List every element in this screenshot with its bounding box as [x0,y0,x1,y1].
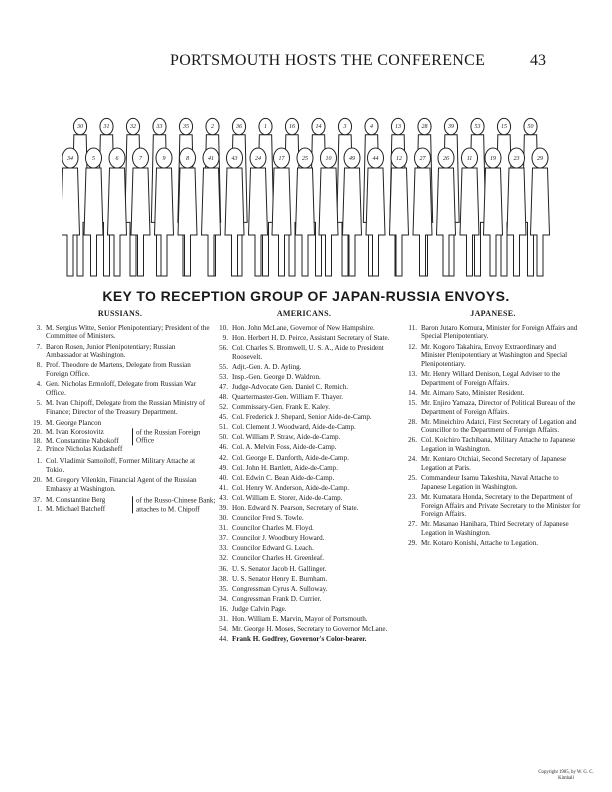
entry-text: Councilor Fred S. Towle. [232,514,304,523]
entry-text: M. George Plancon [46,419,102,428]
figure-number: 33 [156,124,163,131]
key-entry [30,476,210,493]
key-entry [216,403,392,412]
entry-text: Insp.-Gen. George D. Waldron. [232,372,321,381]
figure-body [84,168,103,276]
entry-text: Col. A. Melvin Foss, Aide-de-Camp. [232,443,337,452]
figure-body [272,168,291,276]
entry-text: M. Gregory Vilenkin, Financial Agent of the Russian Embassy at Washington. [46,475,197,493]
entry-text: Col. William P. Straw, Aide-de-Camp. [232,433,341,442]
figure-number: 36 [236,124,242,131]
figure-number: 8 [186,156,189,162]
entry-number: 50. [219,433,228,442]
figure-body [507,168,526,276]
entry-number: 55. [219,362,228,371]
entry-text: Frank H. Godfrey, Governor's Color-bearer. [232,635,367,644]
entry-number: 41. [219,483,228,492]
figure-number: 7 [139,156,142,162]
figure-number: 49 [349,156,355,162]
key-entry [30,343,210,360]
entry-text: Prof. Theodore de Martens, Delegate from Russian Foreign Office. [46,361,191,378]
entry-text: Congressman Cyrus A. Sulloway. [232,584,328,593]
figure-number: 53 [474,124,481,131]
entry-text: Councilor Charles M. Floyd. [232,524,314,533]
figure-number: 15 [501,124,507,131]
entry-number: 51. [219,423,228,432]
figure-body [296,168,315,276]
entry-text: Col. William E. Storer, Aide-de-Camp. [232,493,343,502]
page-number: 43 [530,52,546,69]
figure-number: 19 [490,156,496,162]
key-entry [405,493,581,519]
figure-number: 25 [302,156,308,162]
figure-number: 4 [370,124,373,131]
entry-text: Prince Nicholas Kudasheff [46,445,123,454]
entry-number: 8. [36,361,42,370]
entry-number: 1. [36,457,42,466]
key-entry [405,399,581,416]
figure-number: 34 [67,156,73,162]
page-header [0,52,612,72]
key-entry [216,595,392,604]
entry-text: Col. George E. Danforth, Aide-de-Camp. [232,453,349,462]
entry-number: 40. [219,473,228,482]
entry-text: Mr. Kumatara Honda, Secretary to the Department of Foreign Affairs and Private Secretary to the Minister for Foreign Affairs. [421,492,581,519]
figure-number: 12 [396,156,402,162]
figure-number: 28 [421,124,428,131]
key-entry [216,423,392,432]
entry-text: M. Sergius Witte, Senior Plenipotentiary; President of the Committee of Ministers. [46,323,210,341]
key-entry [30,457,210,474]
key-entry [405,324,581,341]
figure-number: 10 [325,156,332,162]
entry-number: 7. [36,342,42,351]
key-entry [405,455,581,472]
entry-number: 37. [219,534,228,543]
key-entry [30,496,138,505]
key-entry [30,399,210,416]
entry-number: 56. [219,343,228,352]
key-entry [216,464,392,473]
figure-number: 5 [92,156,95,162]
figure-number: 35 [183,124,189,131]
entry-number: 47. [219,382,228,391]
key-entry [216,373,392,382]
entry-text: Col. Charles S. Bromwell, U. S. A., Aide to President Roosevelt. [232,343,384,361]
japanese-heading: JAPANESE. [470,309,516,318]
copyright-notice: Copyright 1905, by W. G. C. Kimball [538,770,594,781]
entry-number: 39. [219,504,228,512]
figure-number: 6 [115,156,119,162]
figure-number: 27 [419,156,426,162]
entry-text: Col. Edwin C. Bean Aide-de-Camp. [232,473,335,482]
entry-number: 31. [219,615,228,624]
key-entry [30,419,138,428]
entry-text: Mr. Henry Willard Denison, Legal Adviser to the Department of Foreign Affairs. [421,370,561,387]
entry-text: U. S. Senator Henry E. Burnham. [232,574,328,583]
entry-number: 1. [36,505,42,514]
entry-number: 54. [219,625,228,634]
key-entry [30,324,210,341]
entry-number: 18. [33,436,42,445]
entry-number: 23. [408,492,417,501]
figure-number: 3 [343,124,347,131]
entry-number: 43. [219,493,228,502]
entry-number: 48. [219,392,228,401]
entry-text: Hon. William E. Marvin, Mayor of Portsmouth. [232,615,368,624]
figure-number: 17 [278,156,285,162]
entry-number: 35. [219,584,228,593]
entry-number: 14. [408,388,417,397]
entry-text: Col. Henry W. Anderson, Aide-de-Camp. [232,483,350,492]
key-entry [216,625,392,634]
key-entry [216,565,392,574]
entry-number: 49. [219,463,228,472]
figure-number: 29 [537,156,543,162]
key-entry [30,380,210,397]
entry-number: 45. [219,413,228,422]
entry-number: 13. [408,370,417,378]
figure-number: 50 [527,124,534,131]
figure-number: 16 [289,124,295,131]
entry-text: M. Ivan Chipoff, Delegate from the Russian Ministry of Finance; Director of the Treasury Department. [46,398,206,416]
key-entry [216,524,392,533]
entry-number: 52. [219,403,228,412]
entry-number: 33. [219,544,228,553]
key-entry [216,393,392,402]
key-entry [216,534,392,543]
entry-number: 25. [408,474,417,483]
entry-number: 28. [408,417,417,426]
figure-body [484,168,503,276]
key-entry [405,343,581,369]
key-entry [216,585,392,594]
entry-number: 30. [219,514,228,523]
key-entry [216,635,392,644]
entry-number: 37. [33,496,42,505]
entry-number: 26. [408,436,417,445]
key-entry [216,494,392,503]
entry-number: 20. [33,428,42,436]
entry-text: Quartermaster-Gen. William F. Thayer. [232,392,344,401]
figure-number: 9 [162,156,166,162]
entry-text: Judge Calvin Page. [232,604,287,613]
key-entry [216,605,392,614]
entry-text: Councilor Charles H. Greenleaf. [232,554,324,563]
entry-number: 5. [36,398,42,407]
entry-number: 20. [33,475,42,484]
russians-column [30,309,216,517]
key-entry [405,418,581,435]
key-entry [405,474,581,491]
key-entry [30,361,210,378]
key-entry [405,539,581,548]
americans-column [216,310,392,645]
entry-number: 29. [408,539,417,548]
entry-text: Adjt.-Gen. A. D. Ayling. [232,362,302,371]
key-entry [30,505,138,514]
figure-body [202,168,221,276]
entry-text: Hon. John McLane, Governor of New Hampshire. [232,323,375,332]
entry-number: 42. [219,453,228,462]
key-entry [216,575,392,584]
key-entry [216,383,392,392]
key-entry [405,520,581,537]
entry-text: Judge-Advocate Gen. Daniel C. Remich. [232,382,349,391]
entry-number: 12. [408,342,417,351]
entry-number: 24. [408,455,417,464]
figure-number: 24 [255,156,261,162]
entry-text: Col. Clement J. Woodward, Aide-de-Camp. [232,423,356,432]
key-entry [405,389,581,398]
key-entry [216,544,392,553]
foreign-office-group [30,419,210,454]
entry-text: Baron Rosen, Junior Plenipotentiary; Russian Ambassador at Washington. [46,342,176,360]
entry-number: 46. [219,443,228,452]
figure-number: 32 [130,124,136,131]
key-entry [216,615,392,624]
japanese-column [405,310,581,549]
entry-number: 11. [408,323,417,332]
entry-text: Col. Vladimir Samoiloff, Former Military Attache at Tokio. [46,457,196,474]
entry-text: Gen. Nicholas Ermoloff, Delegate from Russian War Office. [46,380,197,397]
entry-text: Councilor Edward G. Leach. [232,544,314,553]
figure-number: 2 [211,124,214,131]
figure-number: 26 [443,156,449,162]
entry-text: Mr. Enjiro Yamaza, Director of Political Bureau of the Department of Foreign Affairs. [421,398,576,416]
entry-text: Congressman Frank D. Currier. [232,594,322,603]
entry-text: Col. Koichiro Tachibana, Military Attache to Japanese Legation in Washington. [421,436,576,454]
entry-text: Baron Jutaro Komura, Minister for Foreign Affairs and Special Plenipotentiary. [421,323,578,341]
entry-text: Hon. Herbert H. D. Peirce, Assistant Secretary of State. [232,333,390,342]
key-entry [216,504,392,513]
entry-text: Mr. Aimaro Sato, Minister Resident. [421,388,525,397]
bracket-note: of the Russo-Chinese Bank; attaches to M. Chipoff [132,496,218,513]
entry-number: 34. [219,594,228,603]
key-entry [216,363,392,372]
entry-number: 44. [219,635,228,644]
key-entry [405,436,581,453]
entry-number: 19. [33,419,42,428]
entry-text: Mr. George H. Moses, Secretary to Governor McLane. [232,625,388,634]
entry-text: Mr. Kotaro Konishi, Attache to Legation. [421,539,539,548]
entry-number: 27. [408,520,417,529]
reception-group-sketch [62,92,562,282]
figure-number: 43 [231,156,238,162]
key-entry [216,413,392,422]
key-entry [216,443,392,452]
key-entry [216,324,392,333]
entry-text: Commandeur Isamu Takeshita, Naval Attache to Japanese Legation in Washington. [421,474,559,491]
entry-number: 15. [408,398,417,407]
entry-text: Councilor J. Woodbury Howard. [232,534,325,543]
figure-number: 1 [264,124,267,131]
entry-text: Commissary-Gen. Frank E. Kaley. [232,403,331,412]
key-title: KEY TO RECEPTION GROUP OF JAPAN-RUSSIA ENVOYS. [102,288,510,304]
russians-heading: RUSSIANS. [97,309,143,318]
figure-number: 11 [466,156,473,162]
running-title: PORTSMOUTH HOSTS THE CONFERENCE [170,52,486,69]
key-entry [216,554,392,563]
key-entry [30,428,138,437]
entry-number: 9. [222,333,228,342]
bracket-note: of the Russian Foreign Office [132,428,218,445]
figure-number: 31 [103,124,110,131]
entry-number: 31. [219,524,228,533]
figure-number: 39 [448,124,454,131]
key-entry [216,334,392,343]
figure-number: 44 [372,156,379,162]
key-entry [30,437,138,446]
entry-number: 3. [36,323,42,332]
entry-number: 36. [219,564,228,573]
entry-text: M. Constantine Berg [46,496,106,505]
russo-chinese-bank-group [30,496,216,514]
entry-number: 10. [219,323,228,332]
entry-text: M. Michael Batcheff [46,505,106,514]
key-entry [216,484,392,493]
entry-text: U. S. Senator Jacob H. Gallinger. [232,564,327,573]
entry-number: 53. [219,372,228,381]
figure-body [413,168,432,276]
entry-text: M. Constantine Nabokoff [46,436,119,445]
figure-number: 30 [77,124,83,131]
figure-body [178,168,197,276]
key-entry [216,433,392,442]
key-entry [216,514,392,523]
entry-number: 38. [219,574,228,583]
key-entry [216,474,392,483]
entry-text: Mr. Mineichiro Adatci, First Secretary of Legation and Councillor to the Department of Foreign Affairs. [421,417,577,435]
figure-number: 13 [395,124,401,131]
figure-body [108,168,127,276]
entry-number: 4. [36,380,42,389]
entry-text: Col. John H. Bartlett, Aide-de-Camp. [232,463,338,472]
entry-number: 32. [219,554,228,563]
entry-text: Mr. Kogoro Takahira, Envoy Extraordinary and Minister Plenipotentiary at Washington and Special Plenipotentiary. [421,342,568,368]
key-entry [216,454,392,463]
key-entry [405,370,581,387]
entry-text: Col. Frederick J. Shepard, Senior Aide-de-Camp. [232,413,372,422]
entry-number: 16. [219,604,228,613]
figure-number: 23 [513,156,520,162]
key-entry [30,445,138,454]
entry-text: Mr. Kentaro Otchiai, Second Secretary of Japanese Legation at Paris. [421,455,566,472]
entry-number: 2. [36,445,42,454]
americans-heading: AMERICANS. [276,309,332,318]
key-entry [216,344,392,361]
entry-text: Mr. Masanao Hanihara, Third Secretary of Japanese Legation in Washington. [421,520,569,538]
figure-number: 41 [208,156,214,162]
figure-number: 14 [315,124,322,131]
entry-text: M. Ivan Korostovitz [46,428,104,436]
entry-text: Hon. Edward N. Pearson, Secretary of State. [232,504,359,512]
figure-body [390,168,409,276]
